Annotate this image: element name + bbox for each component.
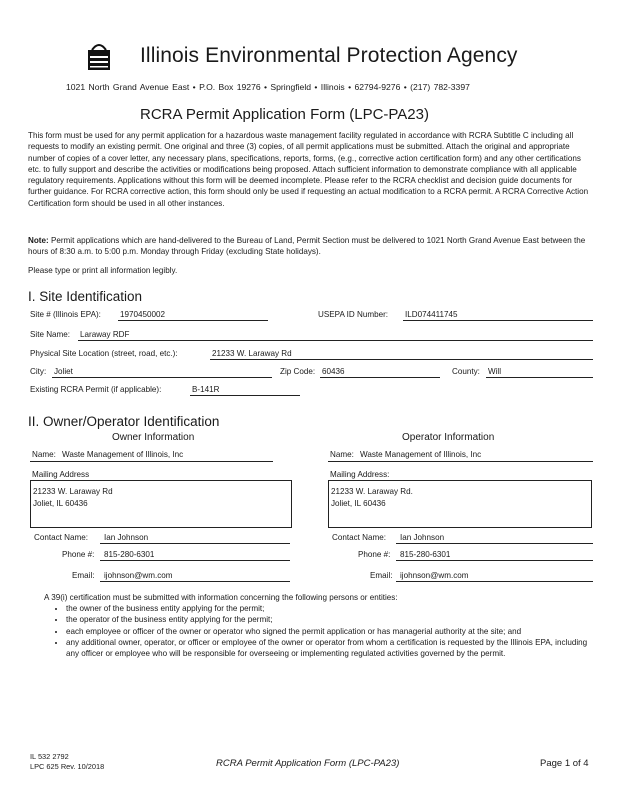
operator-contact-field[interactable]: Ian Johnson bbox=[400, 533, 445, 542]
operator-contact-label: Contact Name: bbox=[332, 533, 386, 542]
footer-code-1: IL 532 2792 bbox=[30, 752, 69, 761]
operator-phone-label: Phone #: bbox=[358, 550, 391, 559]
owner-name-label: Name: bbox=[32, 450, 56, 459]
note-text: Permit applications which are hand-delivered to the Bureau of Land, Permit Section must be delivered to 1021 North Grand Avenue East between the hours of 8:30 a.m. to 5:00 p.m. Monday through Friday (excluding State holidays). bbox=[28, 236, 586, 257]
owner-info-title: Owner Information bbox=[112, 432, 195, 443]
operator-phone-line bbox=[396, 560, 593, 561]
operator-info-title: Operator Information bbox=[402, 432, 495, 443]
owner-mail-line1: 21233 W. Laraway Rd bbox=[33, 487, 113, 496]
existing-permit-line bbox=[190, 395, 300, 396]
note-label: Note: bbox=[28, 236, 49, 245]
operator-name-field[interactable]: Waste Management of Illinois, Inc bbox=[360, 450, 482, 459]
existing-permit-label: Existing RCRA Permit (if applicable): bbox=[30, 385, 162, 394]
section-site-heading: I. Site Identification bbox=[28, 289, 143, 304]
site-name-line bbox=[78, 340, 593, 341]
owner-email-line bbox=[100, 581, 290, 582]
site-location-line bbox=[210, 359, 593, 360]
site-name-label: Site Name: bbox=[30, 330, 71, 339]
operator-mail-label: Mailing Address: bbox=[330, 470, 390, 479]
zip-field[interactable]: 60436 bbox=[322, 367, 345, 376]
site-no-field[interactable]: 1970450002 bbox=[120, 310, 166, 319]
footer-form-title: RCRA Permit Application Form (LPC-PA23) bbox=[216, 758, 400, 769]
site-no-label: Site # (Illinois EPA): bbox=[30, 310, 101, 319]
owner-email-label: Email: bbox=[72, 571, 95, 580]
list-item: • the operator of the business entity applying for the permit; bbox=[66, 614, 592, 625]
operator-mail-box[interactable] bbox=[328, 480, 592, 528]
list-item: • any additional owner, operator, or officer or employee of the owner or operator from whom a certification is requested by the Illinois EPA, including any officer or employee who will be responsible for overseeing or implementing regulated activities governed by the permit. bbox=[66, 637, 592, 659]
county-line bbox=[486, 377, 593, 378]
owner-mail-line2: Joliet, IL 60436 bbox=[33, 499, 88, 508]
usepa-label: USEPA ID Number: bbox=[318, 310, 389, 319]
operator-mail-line1: 21233 W. Laraway Rd. bbox=[331, 487, 413, 496]
operator-email-field[interactable]: ijohnson@wm.com bbox=[400, 571, 469, 580]
section-owner-operator-heading: II. Owner/Operator Identification bbox=[28, 414, 220, 429]
site-location-label: Physical Site Location (street, road, etc.): bbox=[30, 349, 178, 358]
footer-page-number: Page 1 of 4 bbox=[540, 758, 589, 769]
agency-name: Illinois Environmental Protection Agency bbox=[140, 44, 518, 67]
operator-email-line bbox=[396, 581, 593, 582]
certification-intro: A 39(i) certification must be submitted with information concerning the following persons or entities: bbox=[44, 593, 398, 602]
note-paragraph bbox=[28, 235, 590, 258]
site-no-line bbox=[118, 320, 268, 321]
please-instruction: Please type or print all information legibly. bbox=[28, 266, 178, 275]
agency-address: 1021 North Grand Avenue East • P.O. Box 19276 • Springfield • Illinois • 62794-9276 • (217) 782-3397 bbox=[66, 82, 470, 92]
usepa-line bbox=[403, 320, 593, 321]
list-item: • each employee or officer of the owner or operator who signed the permit application or has managerial authority at the site; and bbox=[66, 626, 592, 637]
operator-email-label: Email: bbox=[370, 571, 393, 580]
operator-name-line bbox=[328, 461, 593, 462]
city-field[interactable]: Joliet bbox=[54, 367, 73, 376]
owner-name-line bbox=[30, 461, 273, 462]
zip-line bbox=[320, 377, 440, 378]
agency-logo bbox=[86, 40, 112, 70]
certification-block bbox=[44, 592, 592, 659]
city-line bbox=[52, 377, 272, 378]
owner-name-field[interactable]: Waste Management of Illinois, Inc bbox=[62, 450, 184, 459]
operator-contact-line bbox=[396, 543, 593, 544]
owner-phone-line bbox=[100, 560, 290, 561]
owner-mail-label: Mailing Address bbox=[32, 470, 90, 479]
owner-contact-field[interactable]: Ian Johnson bbox=[104, 533, 149, 542]
operator-name-label: Name: bbox=[330, 450, 354, 459]
site-name-field[interactable]: Laraway RDF bbox=[80, 330, 130, 339]
owner-phone-field[interactable]: 815-280-6301 bbox=[104, 550, 155, 559]
owner-contact-line bbox=[100, 543, 290, 544]
city-label: City: bbox=[30, 367, 47, 376]
zip-label: Zip Code: bbox=[280, 367, 316, 376]
form-title: RCRA Permit Application Form (LPC-PA23) bbox=[140, 106, 429, 123]
county-field[interactable]: Will bbox=[488, 367, 502, 376]
owner-mail-box[interactable] bbox=[30, 480, 292, 528]
usepa-field[interactable]: ILD074411745 bbox=[405, 310, 458, 319]
owner-contact-label: Contact Name: bbox=[34, 533, 88, 542]
operator-phone-field[interactable]: 815-280-6301 bbox=[400, 550, 451, 559]
operator-mail-line2: Joliet, IL 60436 bbox=[331, 499, 386, 508]
intro-paragraph: This form must be used for any permit application for a hazardous waste management facility regulated in accordance with RCRA Subtitle C including all requests to modify an existing permit. One original and three (3) copies, of all permit applications must be submitted. Attach the original and appropriate number of copies of a cover letter, any necessary plans, specifications, reports, forms, (e.g., corrective action certification form) and any other certifications etc. to fully support and describe the activities or modifications being proposed. Attach sufficient information to demonstrate compliance with all applicable regulatory requirements. Applications without this form will be deemed incomplete. Please refer to the RCRA checklist and decision guide documents for further guidance. For RCRA corrective action, this form should only be used if requesting an actual modification to a RCRA permit. A RCRA Corrective Action Certification form should be used in all other instances. bbox=[28, 131, 589, 208]
owner-phone-label: Phone #: bbox=[62, 550, 95, 559]
certification-list bbox=[44, 603, 592, 659]
county-label: County: bbox=[452, 367, 480, 376]
existing-permit-field[interactable]: B-141R bbox=[192, 385, 220, 394]
list-item: • the owner of the business entity applying for the permit; bbox=[66, 603, 592, 614]
footer-code-2: LPC 625 Rev. 10/2018 bbox=[30, 762, 105, 771]
owner-email-field[interactable]: ijohnson@wm.com bbox=[104, 571, 173, 580]
site-location-field[interactable]: 21233 W. Laraway Rd bbox=[212, 349, 292, 358]
